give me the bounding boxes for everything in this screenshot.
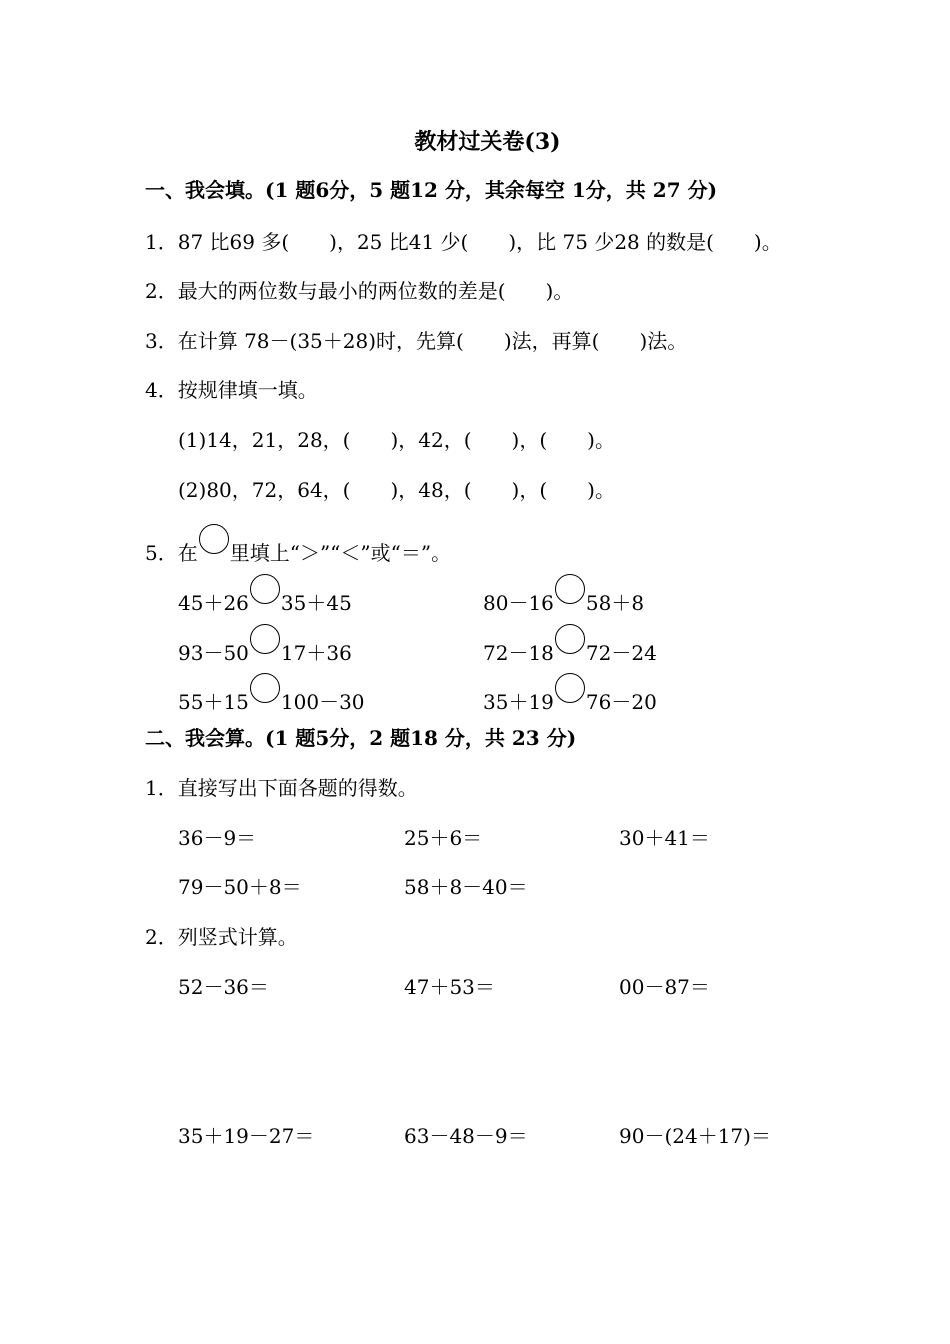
- vertical-item: 00－87＝: [619, 975, 710, 999]
- compare-left: 45＋26: [178, 591, 249, 615]
- compare-item: [483, 582, 644, 615]
- vertical-item: 52－36＝: [178, 975, 269, 999]
- vertical-item: 90－(24＋17)＝: [619, 1124, 771, 1148]
- compare-item: [178, 681, 365, 714]
- compare-left: 93－50: [178, 641, 249, 665]
- compare-left: 35＋19: [483, 690, 554, 714]
- compare-left: 55＋15: [178, 690, 249, 714]
- compare-right: 58＋8: [585, 591, 645, 615]
- oral-item: 36－9＝: [178, 826, 257, 850]
- question-2-1: 1．直接写出下面各题的得数。: [145, 776, 418, 800]
- compare-right: 72－24: [585, 641, 657, 665]
- section-1-heading: 一、我会填。(1 题6分，5 题12 分，其余每空 1分，共 27 分): [145, 178, 718, 202]
- question-1-5-suffix: 里填上“＞”“＜”或“＝”。: [229, 541, 452, 565]
- question-1-5: [145, 532, 451, 565]
- compare-circle[interactable]: [250, 574, 280, 604]
- question-1-2: 2．最大的两位数与最小的两位数的差是( )。: [145, 279, 574, 303]
- compare-item: [483, 681, 657, 714]
- question-1-5-prefix: 5．在: [145, 541, 198, 565]
- oral-item: 58＋8－40＝: [404, 875, 528, 899]
- compare-item: [483, 632, 657, 665]
- oral-item: 30＋41＝: [619, 826, 710, 850]
- question-1-1: 1．87 比69 多( )，25 比41 少( )，比 75 少28 的数是( )。: [145, 230, 782, 254]
- compare-right: 35＋45: [280, 591, 352, 615]
- vertical-item: 63－48－9＝: [404, 1124, 528, 1148]
- compare-circle[interactable]: [555, 673, 585, 703]
- section-2-heading: 二、我会算。(1 题5分，2 题18 分，共 23 分): [145, 726, 577, 750]
- compare-circle[interactable]: [250, 624, 280, 654]
- compare-left: 72－18: [483, 641, 554, 665]
- vertical-item: 47＋53＝: [404, 975, 495, 999]
- question-1-4: 4．按规律填一填。: [145, 378, 318, 402]
- circle-icon: [199, 524, 229, 554]
- question-1-3: 3．在计算 78－(35＋28)时，先算( )法，再算( )法。: [145, 329, 688, 353]
- question-1-4-1: (1)14，21，28，( )，42，( )，( )。: [178, 428, 615, 452]
- compare-left: 80－16: [483, 591, 554, 615]
- question-1-4-2: (2)80，72，64，( )，48，( )，( )。: [178, 478, 615, 502]
- vertical-item: 35＋19－27＝: [178, 1124, 315, 1148]
- compare-circle[interactable]: [555, 574, 585, 604]
- oral-item: 25＋6＝: [404, 826, 483, 850]
- compare-right: 76－20: [585, 690, 657, 714]
- compare-right: 100－30: [280, 690, 365, 714]
- compare-circle[interactable]: [555, 624, 585, 654]
- compare-item: [178, 582, 352, 615]
- oral-item: 79－50＋8＝: [178, 875, 302, 899]
- compare-circle[interactable]: [250, 673, 280, 703]
- question-2-2: 2．列竖式计算。: [145, 925, 298, 949]
- compare-right: 17＋36: [280, 641, 352, 665]
- compare-item: [178, 632, 352, 665]
- page-title: 教材过关卷(3): [414, 129, 561, 155]
